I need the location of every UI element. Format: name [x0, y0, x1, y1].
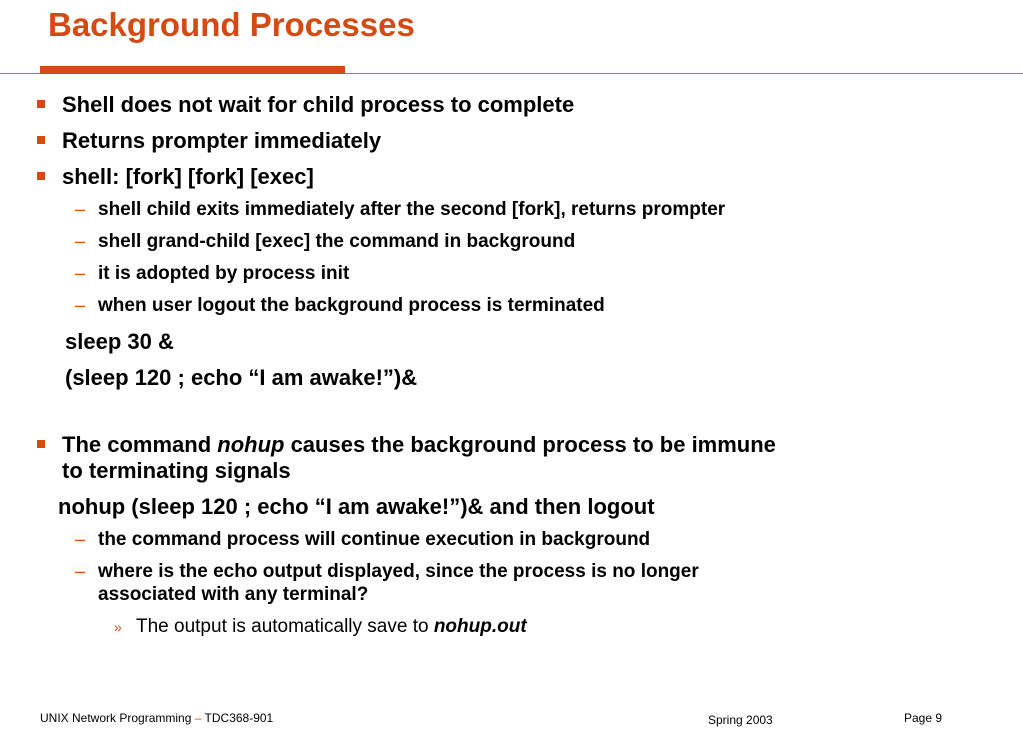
- dash-bullet-icon: –: [75, 529, 86, 549]
- dash-bullet-icon: –: [75, 561, 86, 581]
- bullet-2-text: Returns prompter immediately: [62, 128, 382, 153]
- sub-bullet-3-text: it is adopted by process init: [98, 263, 350, 284]
- bullet-square-icon: [37, 172, 45, 180]
- sub-bullet-4-text: when user logout the background process is terminated: [98, 295, 605, 316]
- footer-term: Spring 2003: [708, 713, 773, 727]
- bullet-square-icon: [37, 100, 45, 108]
- dash-bullet-icon: –: [75, 199, 86, 219]
- code-example-1: sleep 30 &: [65, 329, 174, 354]
- bullet-1-text: Shell does not wait for child process to complete: [62, 92, 575, 117]
- tertiary-bullet-text: [136, 616, 527, 638]
- tertiary-pre: The output is automatically save to: [136, 616, 434, 637]
- sub-bullet-6-line1: where is the echo output displayed, since the process is no longer: [98, 561, 699, 582]
- bullet-3-text: shell: [fork] [fork] [exec]: [62, 164, 314, 189]
- sub-bullet-5-text: the command process will continue execution in background: [98, 529, 651, 550]
- bullet-4-line2: to terminating signals: [62, 458, 291, 483]
- sub-bullet-6-line2: associated with any terminal?: [98, 584, 369, 605]
- footer-page: Page 9: [904, 711, 943, 725]
- bullet-square-icon: [37, 440, 45, 448]
- bullet-square-icon: [37, 136, 45, 144]
- nohup-out-emphasis: nohup.out: [433, 616, 527, 637]
- bullet-4-pre: The command: [62, 432, 218, 457]
- slide-title: Background Processes: [48, 6, 415, 43]
- code-example-3: nohup (sleep 120 ; echo “I am awake!”)& and then logout: [58, 494, 655, 519]
- bullet-4-post: causes the background process to be immune: [284, 432, 776, 457]
- title-accent-bar: [40, 66, 345, 74]
- raquo-bullet-icon: »: [114, 619, 122, 635]
- sub-bullet-2-text: shell grand-child [exec] the command in background: [98, 231, 576, 252]
- dash-bullet-icon: –: [75, 231, 86, 251]
- footer-course: [40, 711, 273, 725]
- footer-course-code: TDC368-901: [204, 711, 274, 725]
- dash-bullet-icon: –: [75, 263, 86, 283]
- sub-bullet-1-text: shell child exits immediately after the second [fork], returns prompter: [98, 199, 726, 220]
- nohup-emphasis: nohup: [217, 432, 285, 457]
- dash-bullet-icon: –: [75, 295, 86, 315]
- footer-course-name: UNIX Network Programming: [40, 711, 192, 725]
- bullet-4-text: [62, 432, 776, 458]
- footer-separator: –: [194, 711, 202, 725]
- code-example-2: (sleep 120 ; echo “I am awake!”)&: [65, 365, 418, 390]
